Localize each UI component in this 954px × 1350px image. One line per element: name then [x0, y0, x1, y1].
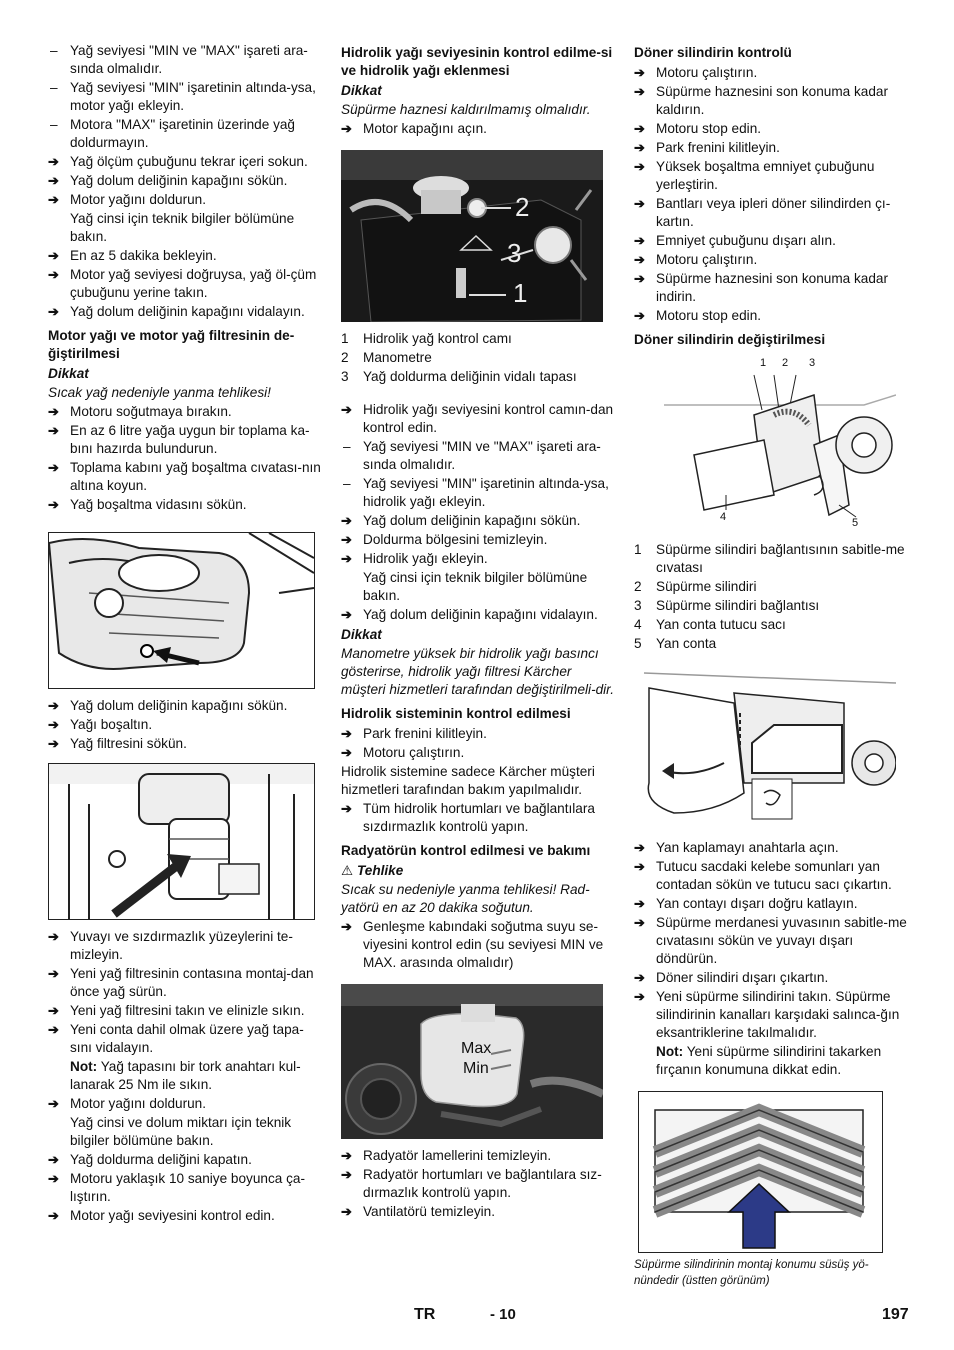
- arrow-bullet-icon: ➔: [634, 970, 645, 985]
- list-item: [341, 512, 615, 530]
- list-item-text: Motoru stop edin.: [656, 308, 762, 323]
- list-item: [341, 1147, 615, 1165]
- hydraulic-legend: [341, 330, 615, 386]
- note-label: Not:: [656, 1044, 684, 1059]
- list-item: [634, 195, 908, 231]
- list-item: [634, 232, 908, 250]
- list-item: [48, 1021, 322, 1057]
- list-item-text: Yağ dolum deliğinin kapağını sökün.: [70, 698, 288, 713]
- list-item-text: Hidrolik yağı ekleyin.: [363, 551, 488, 566]
- oil-finish-list: [48, 1151, 322, 1225]
- list-item: [634, 839, 908, 857]
- legend-item: [341, 330, 615, 348]
- figure-label-2: 2: [782, 357, 789, 369]
- seal-removal-list: [634, 839, 908, 1042]
- legend-number: 4: [634, 617, 642, 632]
- figure-label-3: 3: [507, 238, 522, 268]
- list-item: [48, 716, 322, 734]
- list-item-text: Motoru çalıştırın.: [363, 745, 465, 760]
- list-item-text: Yeni yağ filtresinin contasına montaj-dan önce yağ sürün.: [70, 966, 314, 999]
- legend-item: [341, 349, 615, 367]
- list-item-text: En az 6 litre yağa uygun bir toplama ka-bını hazırda bulundurun.: [70, 423, 310, 456]
- oil-filter-photo: [48, 763, 315, 920]
- danger-label: ⚠ Tehlike: [341, 863, 404, 878]
- caution-label: Dikkat: [341, 83, 382, 98]
- coolant-tank-photo: [341, 984, 603, 1139]
- figure-label-1: 1: [513, 278, 528, 308]
- side-seal-diagram: [634, 663, 896, 831]
- list-item-text: Motor yağını doldurun.: [70, 192, 207, 207]
- list-item-text: Toplama kabını yağ boşaltma cıvatası-nın altına koyun.: [70, 460, 321, 493]
- legend-item: [634, 635, 908, 653]
- legend-number: 1: [341, 331, 349, 346]
- arrow-bullet-icon: ➔: [341, 919, 352, 934]
- legend-number: 2: [634, 579, 642, 594]
- list-item-text: Yüksek boşaltma emniyet çubuğunu yerleştirin.: [656, 159, 875, 192]
- list-item-text: Motoru çalıştırın.: [656, 252, 758, 267]
- radiator-clean-list: [341, 1147, 615, 1221]
- list-item-text: Vantilatörü temizleyin.: [363, 1204, 495, 1219]
- filter-remove-list: [48, 697, 322, 753]
- arrow-bullet-icon: ➔: [48, 1096, 59, 1111]
- arrow-bullet-icon: ➔: [634, 84, 645, 99]
- arrow-bullet-icon: ➔: [48, 248, 59, 263]
- arrow-bullet-icon: ➔: [48, 154, 59, 169]
- list-item-text: Radyatör lamellerini temizleyin.: [363, 1148, 552, 1163]
- oil-type-reference: Yağ cinsi için teknik bilgiler bölümüne bakın.: [70, 211, 295, 244]
- legend-text: Yağ doldurma deliğinin vidalı tapası: [363, 369, 577, 384]
- arrow-bullet-icon: ➔: [48, 173, 59, 188]
- legend-item: [634, 597, 908, 615]
- list-item: [634, 914, 908, 968]
- arrow-bullet-icon: ➔: [48, 1171, 59, 1186]
- list-item: [48, 697, 322, 715]
- dash-bullet: –: [50, 43, 58, 58]
- list-item: [48, 79, 322, 115]
- legend-text: Süpürme silindiri bağlantısının sabitle-me cıvatası: [656, 542, 905, 575]
- legend-number: 1: [634, 542, 642, 557]
- legend-item: [634, 541, 908, 577]
- language-code: TR: [414, 1306, 436, 1323]
- arrow-bullet-icon: ➔: [48, 1152, 59, 1167]
- min-mark-label: Min: [463, 1060, 489, 1077]
- list-item-text: Motoru yaklaşık 10 saniye boyunca ça-lıştırın.: [70, 1171, 305, 1204]
- arrow-bullet-icon: ➔: [341, 1204, 352, 1219]
- roller-check-list: [634, 64, 908, 325]
- list-item-text: En az 5 dakika bekleyin.: [70, 248, 217, 263]
- arrow-bullet-icon: ➔: [634, 233, 645, 248]
- list-item-text: Yeni yağ filtresini takın ve elinizle sıkın.: [70, 1003, 305, 1018]
- list-item-text: Genleşme kabındaki soğutma suyu se-viyesini kontrol edin (su seviyesi MIN ve MAX. arasında olmalıdır): [363, 919, 604, 970]
- list-item: [48, 496, 322, 514]
- arrow-bullet-icon: ➔: [634, 308, 645, 323]
- arrow-bullet-icon: ➔: [634, 989, 645, 1004]
- list-item: [341, 918, 615, 972]
- arrow-bullet-icon: ➔: [48, 497, 59, 512]
- arrow-bullet-icon: ➔: [634, 859, 645, 874]
- list-item-text: Döner silindiri dışarı çıkartın.: [656, 970, 829, 985]
- list-item-text: Yağ boşaltma vidasını sökün.: [70, 497, 247, 512]
- roller-mounting-diagram: [638, 1091, 883, 1253]
- list-item-text: Yağ dolum deliğinin kapağını sökün.: [70, 173, 288, 188]
- arrow-bullet-icon: ➔: [48, 1003, 59, 1018]
- list-item-text: Tüm hidrolik hortumları ve bağlantılara sızdırmazlık kontrolü yapın.: [363, 801, 595, 834]
- list-item-text: Yeni conta dahil olmak üzere yağ tapa-sını vidalayın.: [70, 1022, 304, 1055]
- list-item: [341, 800, 615, 836]
- arrow-bullet-icon: ➔: [341, 121, 352, 136]
- legend-text: Hidrolik yağ kontrol camı: [363, 331, 512, 346]
- oil-quantity-reference: Yağ cinsi ve dolum miktarı için teknik bilgiler bölümüne bakın.: [70, 1115, 292, 1148]
- list-item-text: Yağ ölçüm çubuğunu tekrar içeri sokun.: [70, 154, 308, 169]
- arrow-bullet-icon: ➔: [48, 966, 59, 981]
- arrow-bullet-icon: ➔: [48, 736, 59, 751]
- list-item: [341, 120, 615, 138]
- list-item: [48, 116, 322, 152]
- arrow-bullet-icon: ➔: [634, 159, 645, 174]
- legend-number: 2: [341, 350, 349, 365]
- list-item-text: Yağ seviyesi "MIN ve "MAX" işareti ara-sında olmalıdır.: [70, 43, 308, 76]
- legend-item: [341, 368, 615, 386]
- arrow-bullet-icon: ➔: [48, 304, 59, 319]
- list-item: [48, 1170, 322, 1206]
- legend-item: [634, 578, 908, 596]
- global-page-number: 197: [882, 1306, 909, 1323]
- filter-install-list: [48, 928, 322, 1057]
- list-item-text: Hidrolik yağı seviyesini kontrol camın-dan kontrol edin.: [363, 402, 614, 435]
- arrow-bullet-icon: ➔: [48, 717, 59, 732]
- arrow-bullet-icon: ➔: [634, 196, 645, 211]
- list-item: [341, 475, 615, 511]
- list-item: [48, 42, 322, 78]
- list-item: [341, 1203, 615, 1221]
- figure-label-4: 4: [720, 511, 727, 523]
- list-item: [48, 153, 322, 171]
- list-item: [48, 735, 322, 753]
- list-item-text: Radyatör hortumları ve bağlantılara sız-dırmazlık kontrolü yapın.: [363, 1167, 602, 1200]
- list-item-text: Motora "MAX" işaretinin üzerinde yağ doldurmayın.: [70, 117, 295, 150]
- arrow-bullet-icon: ➔: [341, 1167, 352, 1182]
- coolant-check-list: [341, 918, 615, 972]
- list-item: [634, 120, 908, 138]
- arrow-bullet-icon: ➔: [48, 404, 59, 419]
- list-item-text: Motoru stop edin.: [656, 121, 762, 136]
- arrow-bullet-icon: ➔: [48, 460, 59, 475]
- arrow-bullet-icon: ➔: [634, 915, 645, 930]
- list-item: [341, 725, 615, 743]
- arrow-bullet-icon: ➔: [341, 726, 352, 741]
- list-item: [48, 928, 322, 964]
- arrow-bullet-icon: ➔: [48, 1022, 59, 1037]
- list-item: [341, 1166, 615, 1202]
- section-heading-oil-filter: Motor yağı ve motor yağ filtresinin de-ğiştirilmesi: [48, 328, 295, 361]
- arrow-bullet-icon: ➔: [341, 607, 352, 622]
- list-item: [341, 606, 615, 624]
- hose-check-list: [341, 800, 615, 836]
- list-item: [341, 438, 615, 474]
- list-item-text: Yuvayı ve sızdırmazlık yüzeylerini te-mizleyin.: [70, 929, 293, 962]
- max-mark-label: Max: [461, 1040, 492, 1057]
- list-item-text: Yağ dolum deliğinin kapağını sökün.: [363, 513, 581, 528]
- list-item: [48, 1151, 322, 1169]
- arrow-bullet-icon: ➔: [634, 896, 645, 911]
- section-heading-roller-check: Döner silindirin kontrolü: [634, 45, 792, 60]
- column-1: [48, 42, 322, 1226]
- legend-text: Yan conta tutucu sacı: [656, 617, 786, 632]
- figure-label-2: 2: [515, 192, 530, 222]
- list-item-text: Park frenini kilitleyin.: [363, 726, 487, 741]
- note-label: Not:: [70, 1059, 98, 1074]
- list-item-text: Süpürme haznesini son konuma kadar kaldırın.: [656, 84, 888, 117]
- list-item: [48, 1207, 322, 1225]
- section-heading-radiator: Radyatörün kontrol edilmesi ve bakımı: [341, 843, 591, 858]
- column-3: [634, 42, 908, 1289]
- section-heading-hydraulic-system: Hidrolik sisteminin kontrol edilmesi: [341, 706, 571, 721]
- list-item: [634, 139, 908, 157]
- list-item: [48, 422, 322, 458]
- section-heading-roller-replace: Döner silindirin değiştirilmesi: [634, 332, 826, 347]
- oil-drain-list: [48, 403, 322, 514]
- list-item-text: Motoru çalıştırın.: [656, 65, 758, 80]
- list-item: [634, 270, 908, 306]
- list-item: [48, 172, 322, 190]
- caution-label-2: Dikkat: [341, 627, 382, 642]
- list-item: [48, 191, 322, 209]
- arrow-bullet-icon: ➔: [634, 140, 645, 155]
- torque-note: [48, 1058, 322, 1094]
- note-text: Yeni süpürme silindirini takarken fırçanın konumuna dikkat edin.: [656, 1044, 882, 1077]
- arrow-bullet-icon: ➔: [341, 551, 352, 566]
- hydraulic-close-list: [341, 606, 615, 624]
- list-item-text: Yağ doldurma deliğini kapatın.: [70, 1152, 252, 1167]
- dash-bullet: –: [343, 439, 351, 454]
- arrow-bullet-icon: ➔: [48, 423, 59, 438]
- legend-number: 5: [634, 636, 642, 651]
- list-item: [48, 965, 322, 1001]
- arrow-bullet-icon: ➔: [48, 698, 59, 713]
- column-2: [341, 42, 615, 1222]
- oil-wait-list: [48, 247, 322, 321]
- arrow-bullet-icon: ➔: [48, 192, 59, 207]
- list-item-text: Park frenini kilitleyin.: [656, 140, 780, 155]
- list-item: [634, 64, 908, 82]
- legend-text: Yan conta: [656, 636, 717, 651]
- list-item: [48, 1095, 322, 1113]
- dash-bullet: –: [50, 80, 58, 95]
- caution-text: Süpürme haznesi kaldırılmamış olmalıdır.: [341, 102, 591, 117]
- legend-text: Süpürme silindiri: [656, 579, 757, 594]
- list-item-text: Tutucu sacdaki kelebe somunları yan contadan sökün ve tutucu sacı çıkartın.: [656, 859, 892, 892]
- list-item: [634, 307, 908, 325]
- list-item-text: Motor kapağını açın.: [363, 121, 487, 136]
- legend-item: [634, 616, 908, 634]
- figure-label-5: 5: [852, 517, 859, 529]
- list-item: [48, 1002, 322, 1020]
- list-item-text: Motor yağ seviyesi doğruysa, yağ öl-çüm çubuğunu yerine takın.: [70, 267, 317, 300]
- local-page-number: - 10: [490, 1306, 516, 1323]
- arrow-bullet-icon: ➔: [634, 271, 645, 286]
- list-item-text: Süpürme haznesini son konuma kadar indirin.: [656, 271, 888, 304]
- dash-bullet: –: [343, 476, 351, 491]
- list-item: [48, 303, 322, 321]
- arrow-bullet-icon: ➔: [341, 801, 352, 816]
- arrow-bullet-icon: ➔: [634, 252, 645, 267]
- list-item: [48, 459, 322, 495]
- list-item: [341, 550, 615, 568]
- legend-text: Manometre: [363, 350, 432, 365]
- list-item: [341, 744, 615, 762]
- list-item-text: Yağ filtresini sökün.: [70, 736, 187, 751]
- hood-open-list: [341, 120, 615, 138]
- hydraulic-tank-photo: [341, 150, 603, 322]
- list-item-text: Yan contayı dışarı doğru katlayın.: [656, 896, 858, 911]
- arrow-bullet-icon: ➔: [634, 121, 645, 136]
- arrow-bullet-icon: ➔: [341, 1148, 352, 1163]
- list-item: [48, 247, 322, 265]
- legend-text: Süpürme silindiri bağlantısı: [656, 598, 820, 613]
- arrow-bullet-icon: ➔: [48, 929, 59, 944]
- page-footer: [0, 1306, 954, 1330]
- list-item-text: Yağ dolum deliğinin kapağını vidalayın.: [363, 607, 598, 622]
- arrow-bullet-icon: ➔: [341, 532, 352, 547]
- arrow-bullet-icon: ➔: [634, 65, 645, 80]
- arrow-bullet-icon: ➔: [634, 840, 645, 855]
- figure-label-1: 1: [760, 357, 767, 369]
- arrow-bullet-icon: ➔: [48, 1208, 59, 1223]
- list-item: [341, 531, 615, 549]
- list-item-text: Süpürme merdanesi yuvasının sabitle-me cıvatasını sökün ve yuvayı dışarı döndürün.: [656, 915, 907, 966]
- engine-drain-photo: [48, 532, 315, 689]
- list-item-text: Yağ seviyesi "MIN ve "MAX" işareti ara-sında olmalıdır.: [363, 439, 601, 472]
- roller-legend: [634, 541, 908, 653]
- note-text: Yağ tapasını bir tork anahtarı kul-lanarak 25 Nm ile sıkın.: [70, 1059, 301, 1092]
- arrow-bullet-icon: ➔: [341, 402, 352, 417]
- figure-caption: Süpürme silindirinin montaj konumu süsüş yö-nündedir (üstten görünüm): [634, 1259, 869, 1287]
- list-item-text: Yağ dolum deliğinin kapağını vidalayın.: [70, 304, 305, 319]
- arrow-bullet-icon: ➔: [341, 745, 352, 760]
- legend-number: 3: [341, 369, 349, 384]
- caution-label: Dikkat: [48, 366, 89, 381]
- list-item-text: Motor yağı seviyesini kontrol edin.: [70, 1208, 275, 1223]
- list-item-text: Emniyet çubuğunu dışarı alın.: [656, 233, 836, 248]
- danger-text: Sıcak su nedeniyle yanma tehlikesi! Rad-yatörü en az 20 dakika soğutun.: [341, 882, 590, 915]
- list-item: [634, 969, 908, 987]
- hydraulic-system-list: [341, 725, 615, 762]
- list-item: [48, 403, 322, 421]
- list-item-text: Doldurma bölgesini temizleyin.: [363, 532, 548, 547]
- position-note: [634, 1043, 908, 1079]
- caution-text-2: Manometre yüksek bir hidrolik yağı basıncı gösterirse, hidrolik yağı filtresi Kärcher müşteri hizmetleri tarafından değiştirilmeli-dir.: [341, 646, 614, 697]
- list-item-text: Motoru soğutmaya bırakın.: [70, 404, 232, 419]
- list-item: [634, 158, 908, 194]
- list-item-text: Yan kaplamayı anahtarla açın.: [656, 840, 839, 855]
- list-item: [634, 988, 908, 1042]
- list-item: [634, 858, 908, 894]
- list-item: [341, 401, 615, 437]
- hydraulic-check-list: [341, 401, 615, 568]
- list-item: [634, 251, 908, 269]
- warning-triangle-icon: ⚠: [341, 863, 357, 878]
- section-heading-hydraulic-oil: Hidrolik yağı seviyesinin kontrol edilme-si ve hidrolik yağı eklenmesi: [341, 45, 613, 78]
- list-item-text: Yeni süpürme silindirini takın. Süpürme silindirinin kanalları karşıdaki salınca-ğın eksantriklerine takılmalıdır.: [656, 989, 900, 1040]
- list-item-text: Yağ seviyesi "MIN" işaretinin altında-ysa, motor yağı ekleyin.: [70, 80, 316, 113]
- list-item-text: Motor yağını doldurun.: [70, 1096, 207, 1111]
- arrow-bullet-icon: ➔: [341, 513, 352, 528]
- roller-diagram: [634, 355, 896, 533]
- legend-number: 3: [634, 598, 642, 613]
- list-item: [634, 895, 908, 913]
- list-item: [634, 83, 908, 119]
- dash-bullet: –: [50, 117, 58, 132]
- caution-text: Sıcak yağ nedeniyle yanma tehlikesi!: [48, 385, 271, 400]
- oil-level-list: [48, 42, 322, 209]
- list-item-text: Yağ seviyesi "MIN" işaretinin altında-ysa, hidrolik yağı ekleyin.: [363, 476, 609, 509]
- hydraulic-service-note: Hidrolik sistemine sadece Kärcher müşteri hizmetleri tarafından bakım yapılmalıdır.: [341, 764, 595, 797]
- arrow-bullet-icon: ➔: [48, 267, 59, 282]
- oil-type-reference: Yağ cinsi için teknik bilgiler bölümüne bakın.: [363, 570, 588, 603]
- figure-label-3: 3: [809, 357, 816, 369]
- list-item: [48, 266, 322, 302]
- oil-fill-list: [48, 1095, 322, 1113]
- list-item-text: Yağı boşaltın.: [70, 717, 153, 732]
- list-item-text: Bantları veya ipleri döner silindirden çı-kartın.: [656, 196, 891, 229]
